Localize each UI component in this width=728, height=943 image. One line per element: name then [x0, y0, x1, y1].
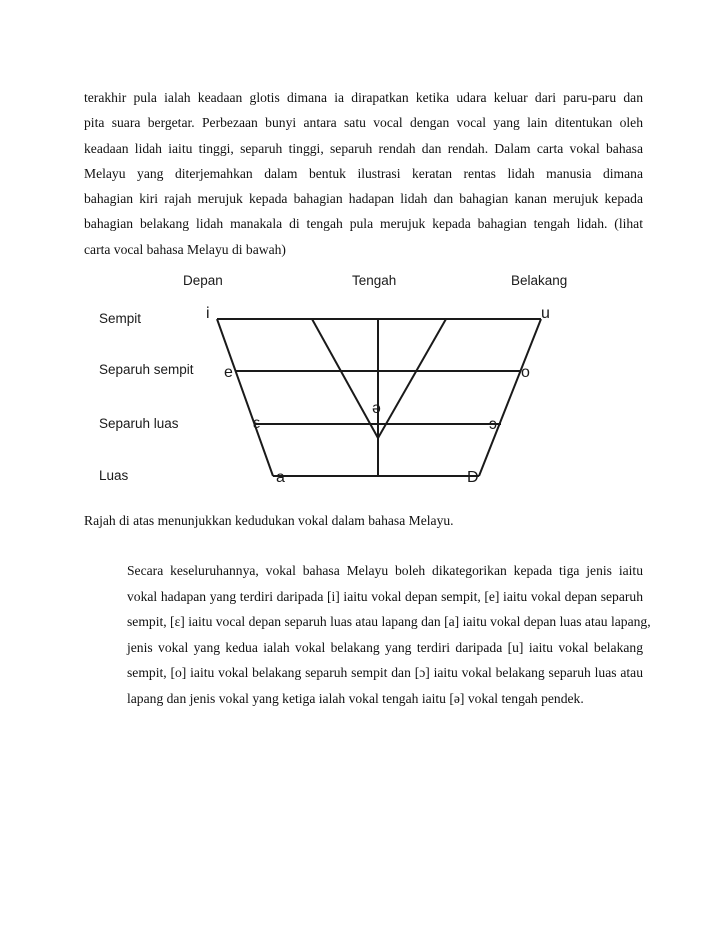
text-line: jenis vokal yang kedua ialah vokal belakang yang terdiri daripada [u] iaitu vokal belakang [127, 639, 643, 655]
text-line: lapang dan jenis vokal yang ketiga ialah vokal tengah iaitu [ə] vokal tengah pendek. [127, 690, 584, 706]
vowel-open-front: a [276, 469, 285, 486]
vowel-open-mid-front: ε [253, 415, 261, 432]
vowel-central: ə [372, 400, 381, 417]
text-line: keadaan lidah iaitu tinggi, separuh tinggi, separuh rendah dan rendah. Dalam carta vokal bahasa [84, 140, 643, 156]
row-label-open: Luas [99, 468, 129, 483]
vowel-close-mid-back: o [521, 364, 530, 381]
chart-left-edge [217, 319, 273, 476]
text-line: terakhir pula ialah keadaan glotis dimana ia dirapatkan ketika udara keluar dari paru-paru dan [84, 90, 643, 105]
text-line: bahagian kiri rajah merujuk kepada bahagian hadapan lidah dan bahagian kanan merujuk kepada [84, 191, 643, 207]
column-label-central: Tengah [352, 273, 397, 288]
text-line: Secara keseluruhannya, vokal bahasa Melayu boleh dikategorikan kepada tiga jenis iaitu [127, 563, 643, 578]
figure-caption: Rajah di atas menunjukkan kedudukan vokal dalam bahasa Melayu. [84, 513, 454, 528]
vowel-close-back: u [541, 305, 550, 322]
vowel-chart-diagram [84, 266, 614, 496]
summary-paragraph [84, 558, 651, 711]
text-line: bahagian belakang lidah manakala di tengah pula merujuk kepada bahagian tengah lidah. (lihat [84, 216, 643, 232]
intro-paragraph [84, 85, 643, 262]
row-label-close-mid: Separuh sempit [99, 362, 194, 377]
chart-right-edge [479, 319, 541, 476]
text-line: sempit, [o] iaitu vokal belakang separuh sempit dan [ɔ] iaitu vokal belakang separuh luas atau [127, 665, 643, 680]
vowel-close-mid-front: e [224, 364, 233, 381]
column-label-back: Belakang [511, 273, 568, 288]
row-label-open-mid: Separuh luas [99, 416, 179, 431]
text-line: pita suara bergetar. Perbezaan bunyi antara satu vocal dengan vocal yang lain ditentukan oleh [84, 115, 643, 131]
vowel-close-front: i [206, 305, 210, 322]
vowel-open-mid-back: ɔ [489, 416, 497, 433]
text-line: Melayu yang diterjemahkan dalam bentuk ilustrasi keratan rentas lidah manusia dimana [84, 165, 643, 181]
row-label-close: Sempit [99, 311, 142, 326]
chart-v-right [378, 319, 446, 438]
text-line: sempit, [ε] iaitu vocal depan separuh luas atau lapang dan [a] iaitu vokal depan luas atau lapang, [127, 614, 651, 629]
text-line: carta vocal bahasa Melayu di bawah) [84, 241, 286, 257]
chart-v-left [312, 319, 378, 438]
column-label-front: Depan [183, 273, 223, 288]
text-line: vokal hadapan yang terdiri daripada [i] iaitu vokal depan sempit, [e] iaitu vokal depan separuh [127, 588, 643, 604]
vowel-open-back: D [467, 469, 479, 486]
